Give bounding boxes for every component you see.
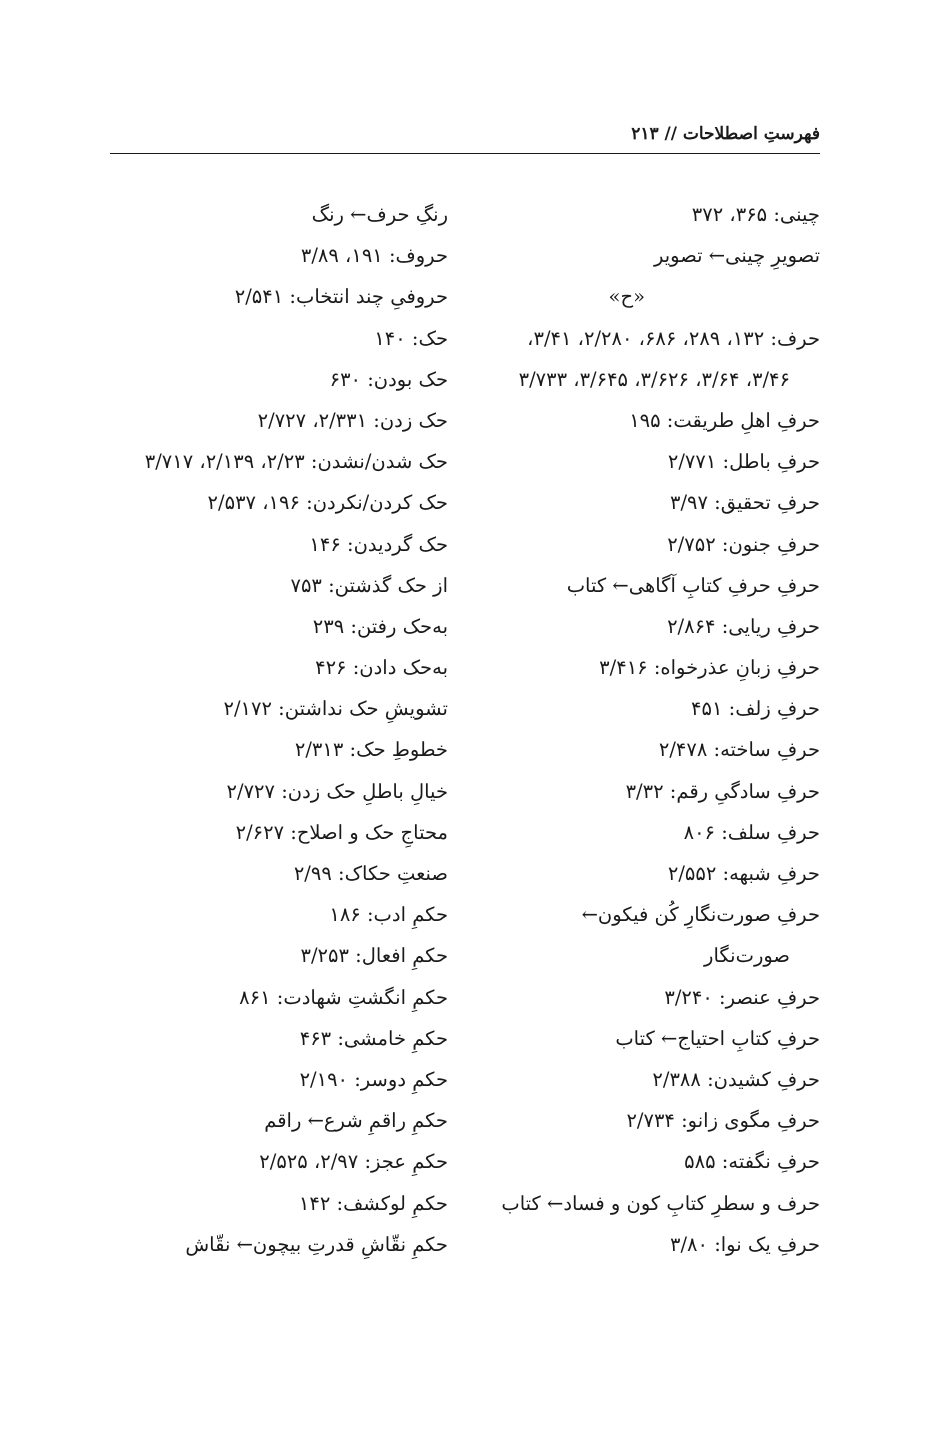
index-entry: حرفِ اهلِ طریقت: ۱۹۵ [629,408,820,432]
section-letter: «ح» [608,285,645,309]
index-entry: حرفِ کتابِ احتیاج← کتاب [615,1026,820,1050]
index-entry: حک کردن/نکردن: ۱۹۶، ۲/۵۳۷ [207,491,448,515]
index-entry: رنگِ حرف← رنگ [311,203,448,226]
index-entry: حکمِ انگشتِ شهادت: ۸۶۱ [239,985,448,1009]
index-entry: به‌حک دادن: ۴۲۶ [315,656,448,680]
index-entry: حکمِ افعال: ۳/۲۵۳ [300,944,448,968]
index-entry: تصویرِ چینی← تصویر [653,244,820,268]
index-entry: حکمِ راقمِ شرع← راقم [264,1109,448,1133]
index-entry: حرفِ مگوی زانو: ۲/۷۳۴ [626,1109,820,1133]
index-entry: حرفِ زبانِ عذرخواه: ۳/۴۱۶ [599,656,820,680]
index-entry: حک شدن/نشدن: ۲/۲۳، ۲/۱۳۹، ۳/۷۱۷ [144,450,448,474]
index-entry: صنعتِ حکاک: ۲/۹۹ [293,862,448,885]
index-entry: حرفِ ساخته: ۲/۴۷۸ [658,738,820,762]
index-entry: حک بودن: ۶۳۰ [329,367,448,391]
index-column-left [68,194,448,1265]
index-entry: حکمِ عجز: ۲/۹۷، ۲/۵۲۵ [259,1150,448,1174]
index-entry: حک گردیدن: ۱۴۶ [309,532,448,556]
index-entry: حرفِ سادگیِ رقم: ۳/۳۲ [625,779,820,803]
index-entry: حکمِ نقّاشِ قدرتِ بیچون← نقّاش [185,1232,448,1256]
index-entry: حک زدن: ۲/۳۳۱، ۲/۷۲۷ [257,408,448,432]
index-entry: حکمِ ادب: ۱۸۶ [329,903,448,927]
index-entry: حرفِ جنون: ۲/۷۵۲ [667,532,820,556]
index-entry: حروف: ۱۹۱، ۳/۸۹ [300,244,448,268]
index-entry: ۳/۴۶، ۳/۶۴، ۳/۶۲۶، ۳/۶۴۵، ۳/۷۳۳ [518,367,790,391]
index-entry: چینی: ۳۶۵، ۳۷۲ [691,203,820,226]
header-title: فهرستِ اصطلاحات // ۲۱۳ [631,124,820,144]
index-entry: حرفِ ریایی: ۲/۸۶۴ [667,614,820,638]
index-entry: حرفِ تحقیق: ۳/۹۷ [669,491,820,515]
index-entry: حرفِ حرفِ کتابِ آگاهی← کتاب [566,573,820,597]
index-column-right [440,194,820,1265]
header-rule [110,153,820,154]
index-entry: صورت‌نگار [704,944,790,968]
index-entry: حرفِ یک نوا: ۳/۸۰ [670,1232,820,1256]
index-entry: محتاجِ حک و اصلاح: ۲/۶۲۷ [235,820,448,844]
index-entry: تشویشِ حک نداشتن: ۲/۱۷۲ [223,697,448,721]
index-entry: خیالِ باطلِ حک زدن: ۲/۷۲۷ [226,779,448,803]
index-entry: حرف و سطرِ کتابِ کون و فساد← کتاب [501,1191,820,1215]
index-entry: حرف: ۱۳۲، ۲۸۹، ۶۸۶، ۲/۲۸۰، ۳/۴۱، [527,326,820,350]
index-entry: حک: ۱۴۰ [374,326,448,350]
index-entry: حکمِ لوکشف: ۱۴۲ [298,1191,448,1215]
index-entry: حروفیِ چند انتخاب: ۲/۵۴۱ [234,285,448,309]
index-entry: حرفِ زلف: ۴۵۱ [691,697,820,721]
index-entry: از حک گذشتن: ۷۵۳ [290,573,448,597]
index-entry: حرفِ کشیدن: ۲/۳۸۸ [652,1067,820,1091]
index-entry: حرفِ شبهه: ۲/۵۵۲ [667,862,820,885]
index-entry: حرفِ نگفته: ۵۸۵ [684,1150,820,1174]
index-entry: حرفِ سلف: ۸۰۶ [683,820,820,844]
index-entry: حرفِ صورت‌نگارِ کُن فیکون← [581,903,820,927]
index-entry: حرفِ عنصر: ۳/۲۴۰ [664,985,820,1009]
index-entry: حکمِ خامشی: ۴۶۳ [299,1026,448,1050]
running-header [110,120,820,156]
index-entry: حکمِ دوسر: ۲/۱۹۰ [299,1067,448,1091]
index-entry: خطوطِ حک: ۲/۳۱۳ [294,738,448,762]
index-entry: حرفِ باطل: ۲/۷۷۱ [667,450,820,474]
index-entry: به‌حک رفتن: ۲۳۹ [312,614,448,638]
